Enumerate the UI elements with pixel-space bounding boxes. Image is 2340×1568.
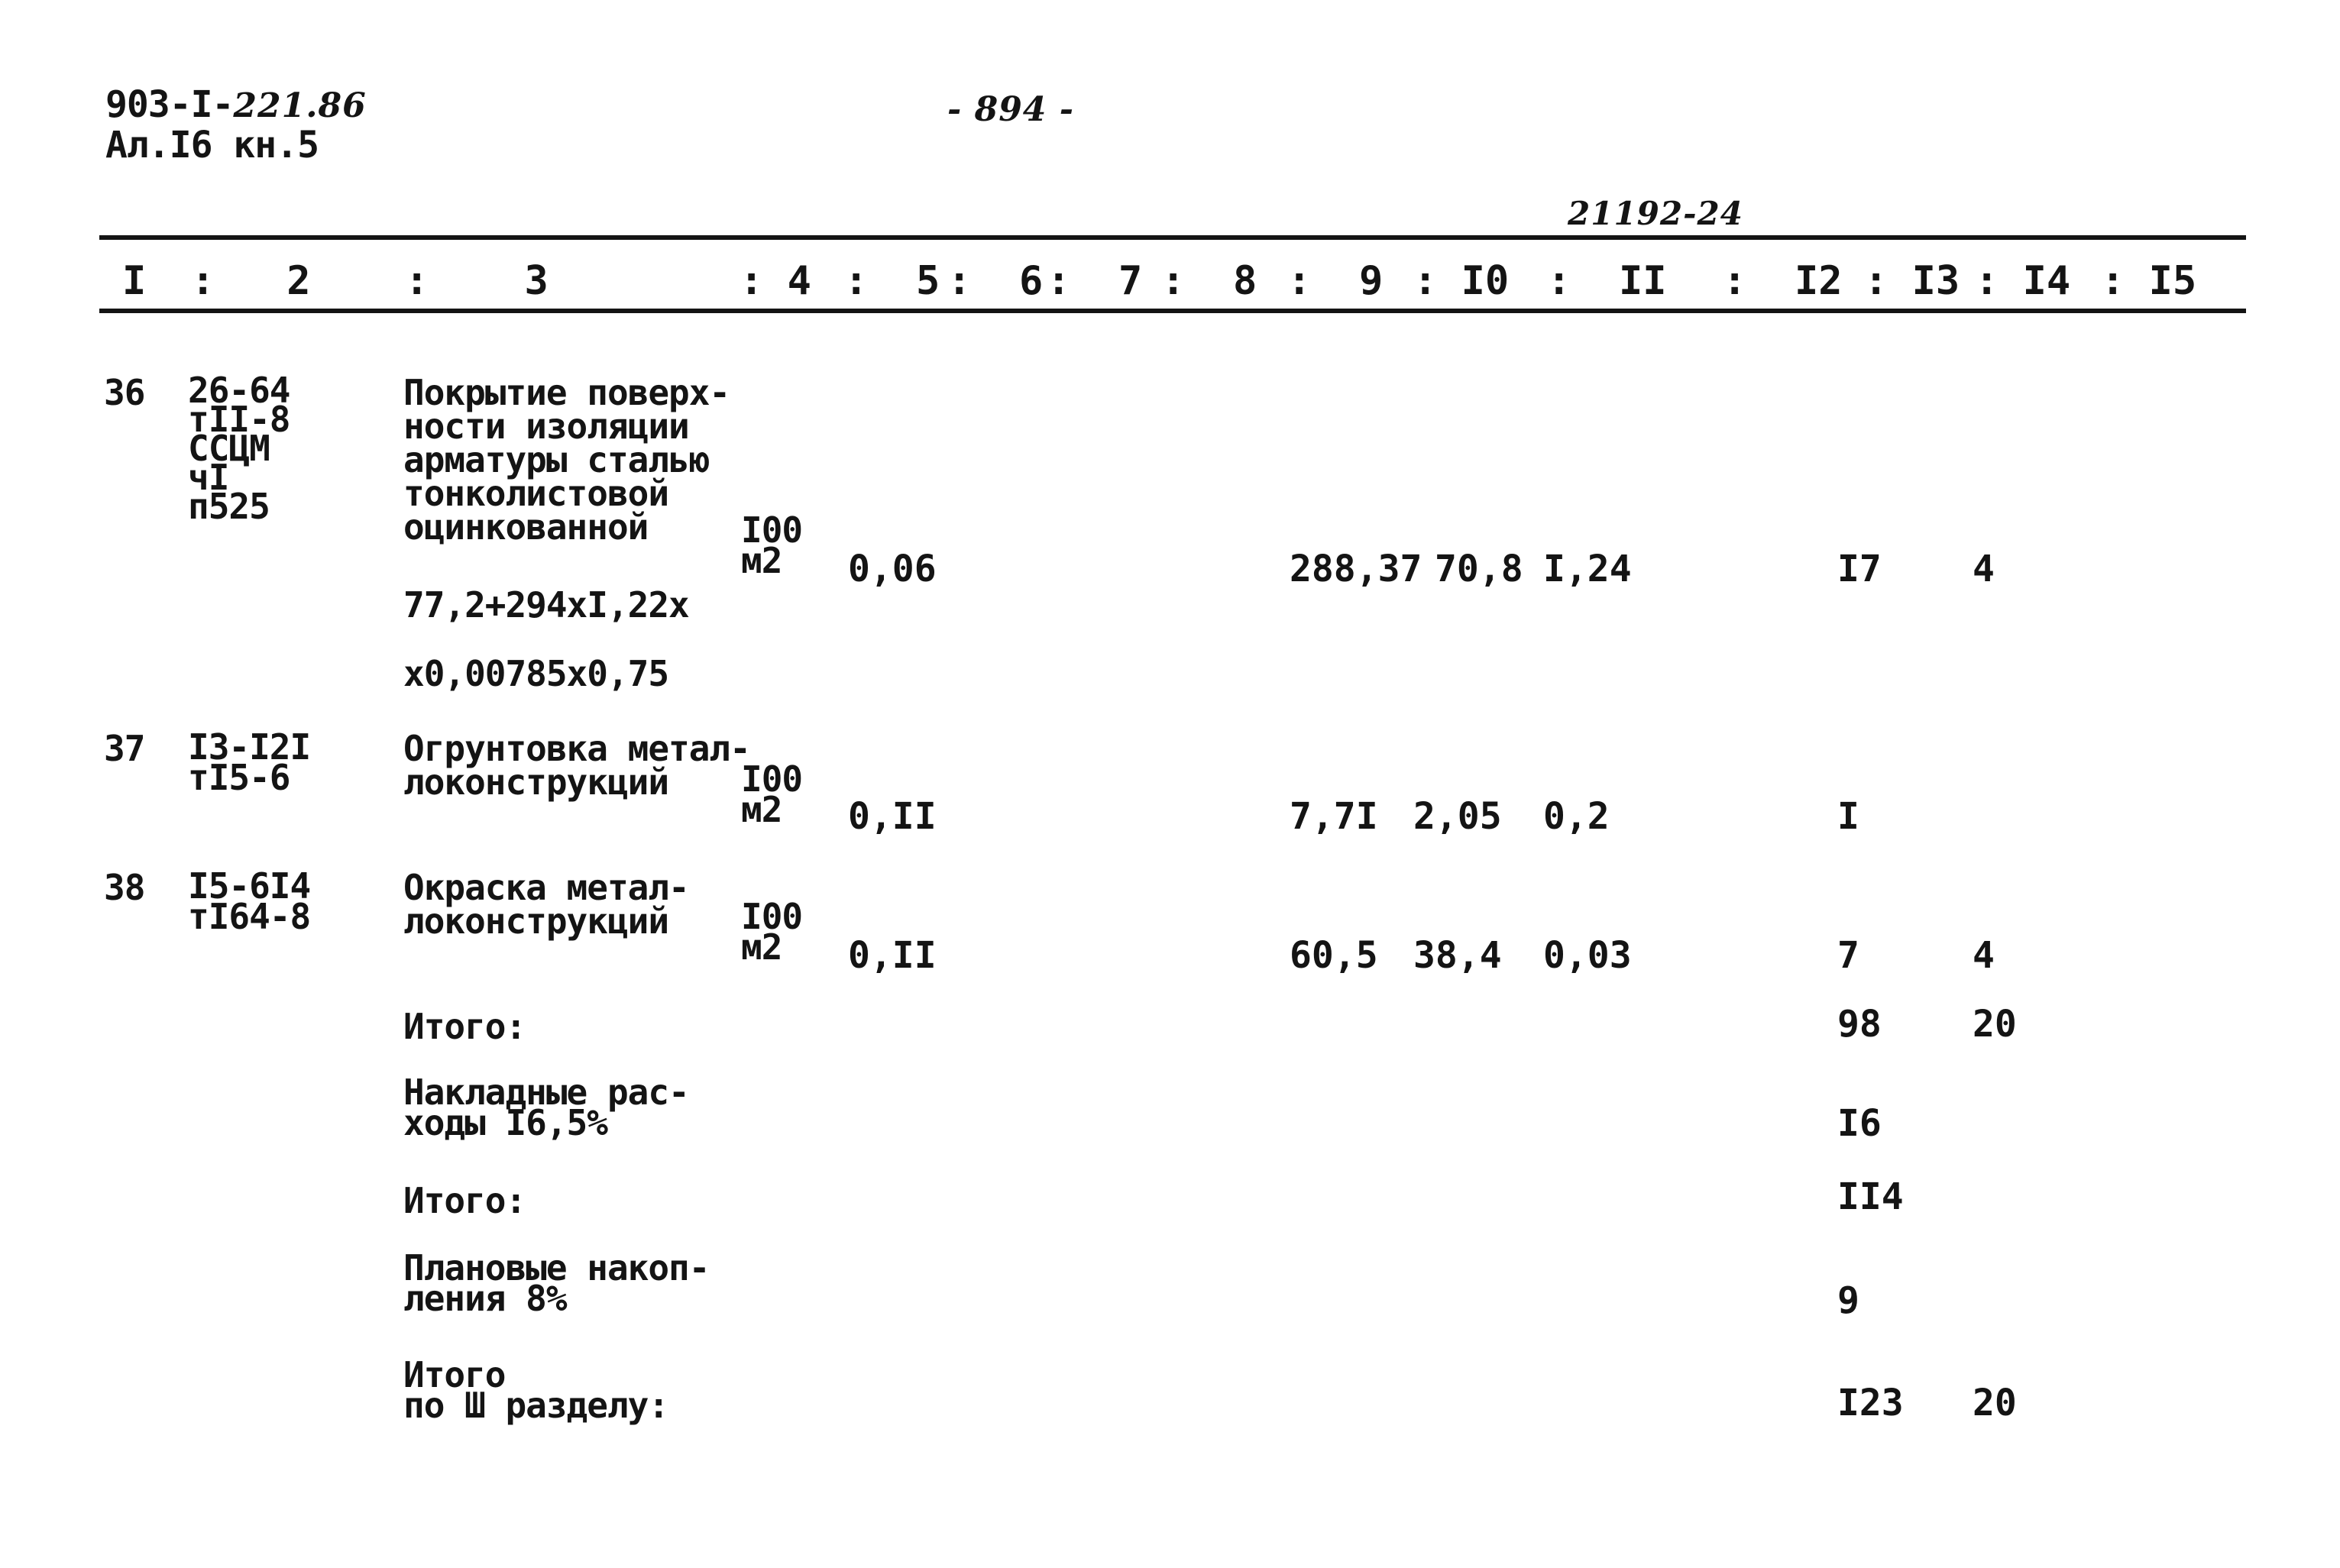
rate-code: 26-64 тII-8 ССЦМ чI п525 xyxy=(188,370,290,527)
column-header-6: : 6 xyxy=(947,258,1044,304)
rate-code: I5-6I4 тI64-8 xyxy=(188,865,311,937)
row-number: 38 xyxy=(104,867,145,908)
row-number: 36 xyxy=(104,372,145,413)
quantity: 0,II xyxy=(848,795,937,838)
total-col14: 20 xyxy=(1973,1382,2017,1424)
cell-col11: I,24 xyxy=(1543,548,1632,590)
row-number: 37 xyxy=(104,728,145,769)
cell-col10: 2,05 xyxy=(1413,795,1502,838)
total-col13: 98 xyxy=(1837,1003,1882,1046)
column-header-8: : 8 xyxy=(1161,258,1257,304)
unit: I00 м2 xyxy=(741,758,803,830)
unit: I00 м2 xyxy=(741,896,803,968)
column-header-3: : 3 xyxy=(405,258,549,304)
column-header-4: : 4 xyxy=(740,258,811,304)
column-header-14: : I4 xyxy=(1975,258,2071,304)
totals-label: Итого по Ш разделу: xyxy=(403,1354,669,1426)
totals-label: Итого: xyxy=(403,1006,526,1047)
document-code-printed: 903-I- xyxy=(105,83,234,126)
cell-col10: 38,4 xyxy=(1413,934,1502,977)
work-description: Окраска метал- локонструкций xyxy=(403,867,689,942)
cell-col10: 70,8 xyxy=(1435,548,1523,590)
column-header-7: : 7 xyxy=(1047,258,1143,304)
cell-col9: 60,5 xyxy=(1290,934,1378,977)
unit: I00 м2 xyxy=(741,509,803,581)
totals-label: Накладные рас- ходы I6,5% xyxy=(403,1072,689,1143)
header-bottom-rule xyxy=(99,309,2246,313)
column-header-9: : 9 xyxy=(1287,258,1384,304)
column-header-5: : 5 xyxy=(844,258,940,304)
cell-col13: I xyxy=(1837,795,1859,838)
totals-label: Плановые накоп- ления 8% xyxy=(403,1247,710,1319)
column-header-10: : I0 xyxy=(1413,258,1510,304)
work-description: Огрунтовка метал- локонструкций xyxy=(403,728,750,803)
page-number: - 894 - xyxy=(947,90,1075,129)
cell-col9: 7,7I xyxy=(1290,795,1378,838)
column-header-1: I xyxy=(122,258,147,304)
quantity: 0,06 xyxy=(848,548,937,590)
column-header-2: : 2 xyxy=(191,258,311,304)
total-col13: 9 xyxy=(1837,1279,1859,1322)
column-header-12: : I2 xyxy=(1723,258,1843,304)
totals-label: Итого: xyxy=(403,1180,526,1221)
document-code xyxy=(105,83,367,126)
quantity-formula: 77,2+294хI,22х xyxy=(403,584,689,626)
header-top-rule xyxy=(99,235,2246,240)
total-col13: II4 xyxy=(1837,1175,1904,1218)
cell-col9: 288,37 xyxy=(1290,548,1422,590)
cell-col11: 0,03 xyxy=(1543,934,1632,977)
document-number: 21192-24 xyxy=(1568,195,1743,232)
document-code-handwritten: 221.86 xyxy=(233,86,367,125)
cell-col14: 4 xyxy=(1973,548,1995,590)
cell-col13: 7 xyxy=(1837,934,1859,977)
rate-code: I3-I2I тI5-6 xyxy=(188,726,311,798)
column-header-15: : I5 xyxy=(2101,258,2197,304)
album-line: Ал.I6 кн.5 xyxy=(105,124,319,166)
total-col13: I23 xyxy=(1837,1382,1904,1424)
quantity-formula: х0,00785х0,75 xyxy=(403,653,669,694)
total-col14: 20 xyxy=(1973,1003,2017,1046)
quantity: 0,II xyxy=(848,934,937,977)
work-description: Покрытие поверх- ности изоляции арматуры сталью тонколистовой оцинкованной xyxy=(403,372,730,548)
cell-col14: 4 xyxy=(1973,934,1995,977)
cell-col11: 0,2 xyxy=(1543,795,1610,838)
cell-col13: I7 xyxy=(1837,548,1882,590)
total-col13: I6 xyxy=(1837,1102,1882,1145)
column-header-11: : II xyxy=(1547,258,1667,304)
column-header-13: : I3 xyxy=(1864,258,1960,304)
